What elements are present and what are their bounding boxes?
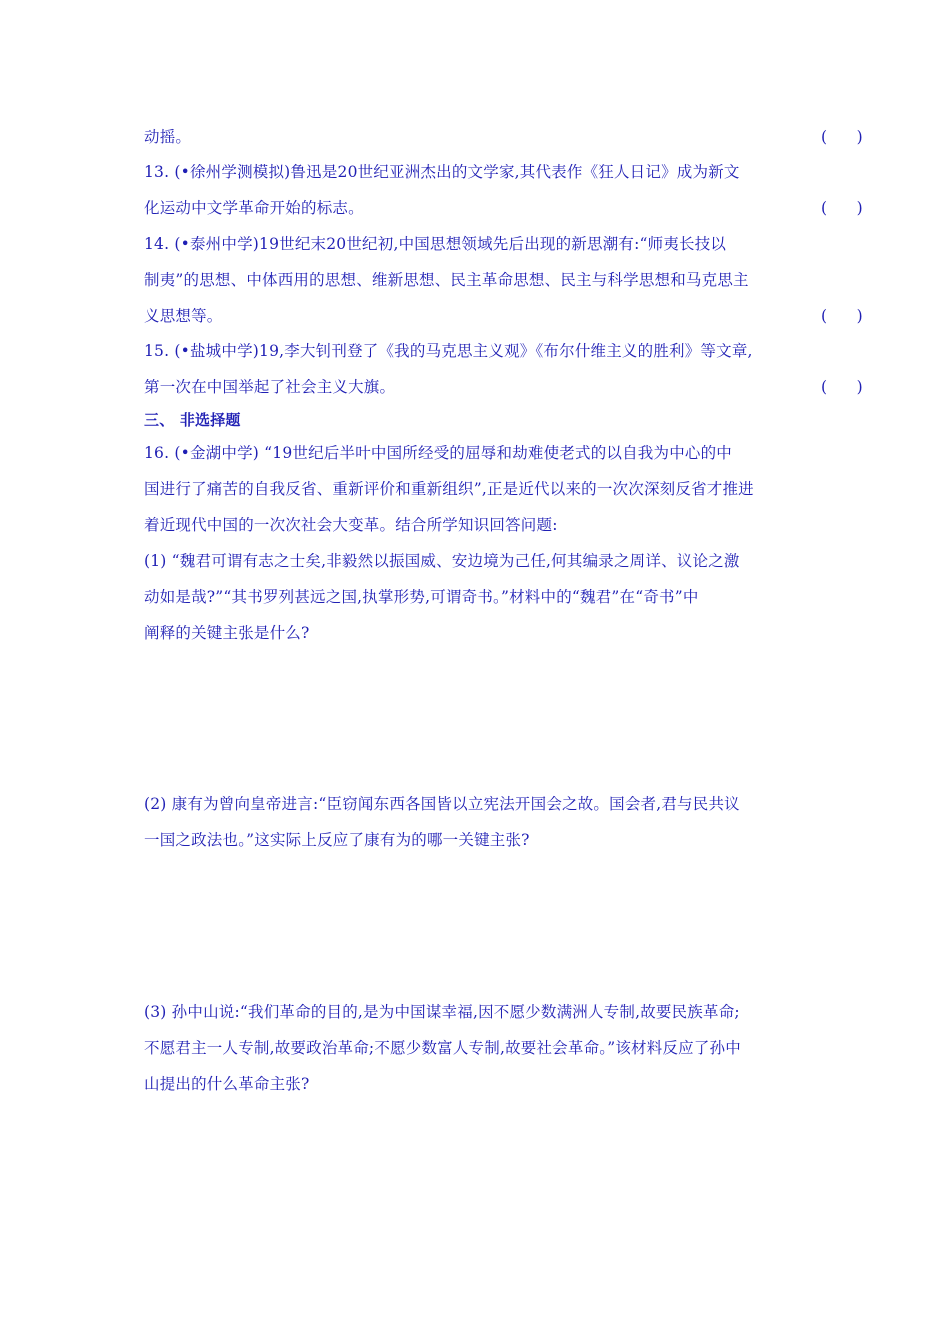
q16-sub3-line3: 山提出的什么革命主张? [144,1075,310,1093]
q14-text-line3: 义思想等。 [144,307,223,325]
q16-sub2-line2: 一国之政法也。”这实际上反应了康有为的哪一关键主张? [144,831,530,849]
q15-text-line1: 15. (•盐城中学)19,李大钊刊登了《我的马克思主义观》《布尔什维主义的胜利》等文章, [144,342,753,360]
q16-intro-line1: 16. (•金湖中学) “19世纪后半叶中国所经受的屈辱和劫难使老式的以自我为中心的中 [144,444,732,462]
q15-text-line2: 第一次在中国举起了社会主义大旗。 [144,378,396,396]
q16-intro-line2: 国进行了痛苦的自我反省、重新评价和重新组织”,正是近代以来的一次次深刻反省才推进 [144,480,754,498]
q16-sub3-line1: (3) 孙中山说:“我们革命的目的,是为中国谋幸福,因不愿少数满洲人专制,故要民族革命; [144,1003,740,1021]
q16-sub1-line2: 动如是哉?”“其书罗列甚远之国,执掌形势,可谓奇书。”材料中的“魏君”在“奇书”中 [144,588,699,606]
q16-sub1-line3: 阐释的关键主张是什么? [144,624,310,642]
q14-answer-paren[interactable]: ( ) [821,307,863,325]
q16-sub2-line1: (2) 康有为曾向皇帝进言:“臣窃闻东西各国皆以立宪法开国会之故。国会者,君与民共议 [144,795,740,813]
q16-intro-line3: 着近现代中国的一次次社会大变革。结合所学知识回答问题: [144,516,558,534]
q16-sub3-line2: 不愿君主一人专制,故要政治革命;不愿少数富人专制,故要社会革命。”该材料反应了孙中 [144,1039,741,1057]
q13-text-line1: 13. (•徐州学测模拟)鲁迅是20世纪亚洲杰出的文学家,其代表作《狂人日记》成为新文 [144,163,740,181]
q13-answer-paren[interactable]: ( ) [821,199,863,217]
q16-sub1-line1: (1) “魏君可谓有志之士矣,非毅然以振国威、安边境为己任,何其编录之周详、议论之激 [144,552,740,570]
q15-answer-paren[interactable]: ( ) [821,378,863,396]
section-title-non-choice: 三、 非选择题 [144,411,241,429]
q13-text-line2: 化运动中文学革命开始的标志。 [144,199,364,217]
q14-text-line1: 14. (•泰州中学)19世纪末20世纪初,中国思想领域先后出现的新思潮有:“师夷长技以 [144,235,727,253]
q14-text-line2: 制夷”的思想、中体西用的思想、维新思想、民主革命思想、民主与科学思想和马克思主 [144,271,749,289]
q12-text-tail: 动摇。 [144,128,192,146]
q12-answer-paren[interactable]: ( ) [821,128,863,146]
